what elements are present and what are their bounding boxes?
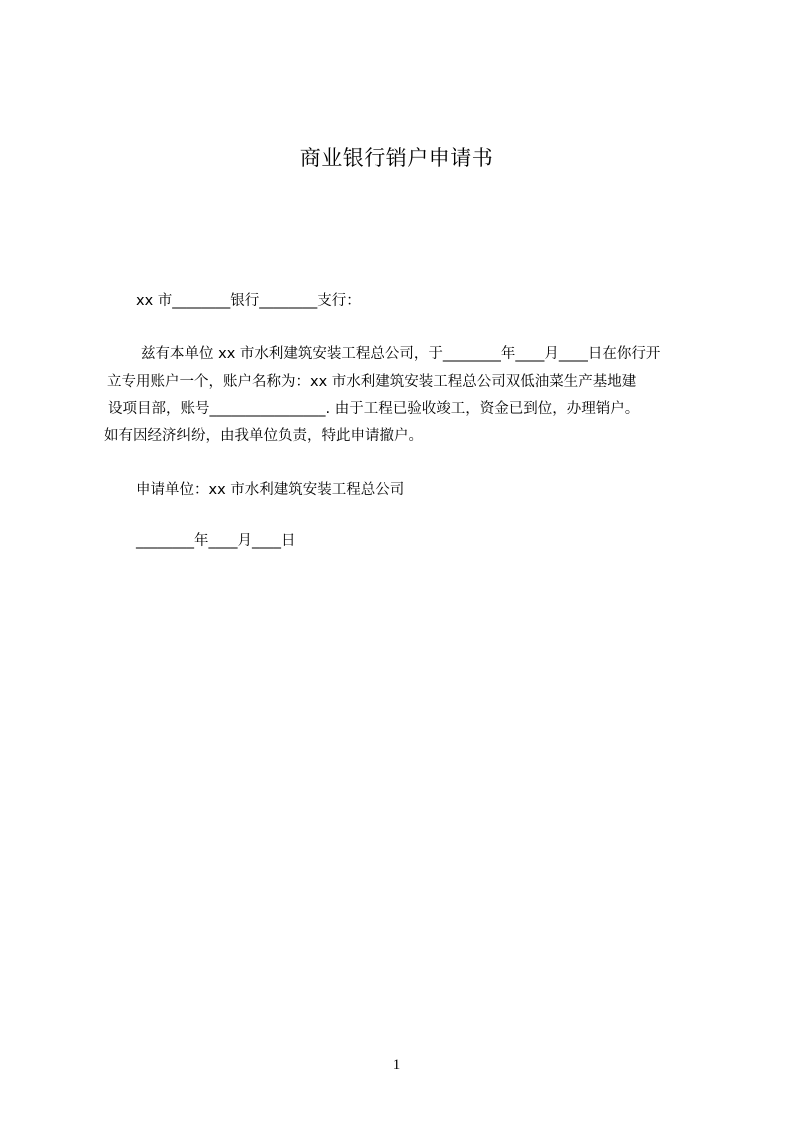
salutation-line: xx 市________银行________支行：	[136, 293, 361, 309]
body-line-1: 兹有本单位 xx 市水利建筑安装工程总公司，于________年____月____日在你行开	[141, 346, 661, 362]
date-line: ________年____月____日	[136, 533, 296, 549]
applicant-line: 申请单位：xx 市水利建筑安装工程总公司	[136, 482, 405, 498]
body-line-3: 设项目部，账号________________. 由于工程已验收竣工，资金已到位，办理销户。	[108, 401, 640, 417]
document-title: 商业银行销户申请书	[299, 146, 494, 170]
body-line-4: 如有因经济纠纷，由我单位负责，特此申请撤户。	[104, 428, 423, 444]
body-line-2: 立专用账户一个，账户名称为：xx 市水利建筑安装工程总公司双低油菜生产基地建	[107, 374, 637, 390]
page-number: 1	[392, 1057, 401, 1073]
